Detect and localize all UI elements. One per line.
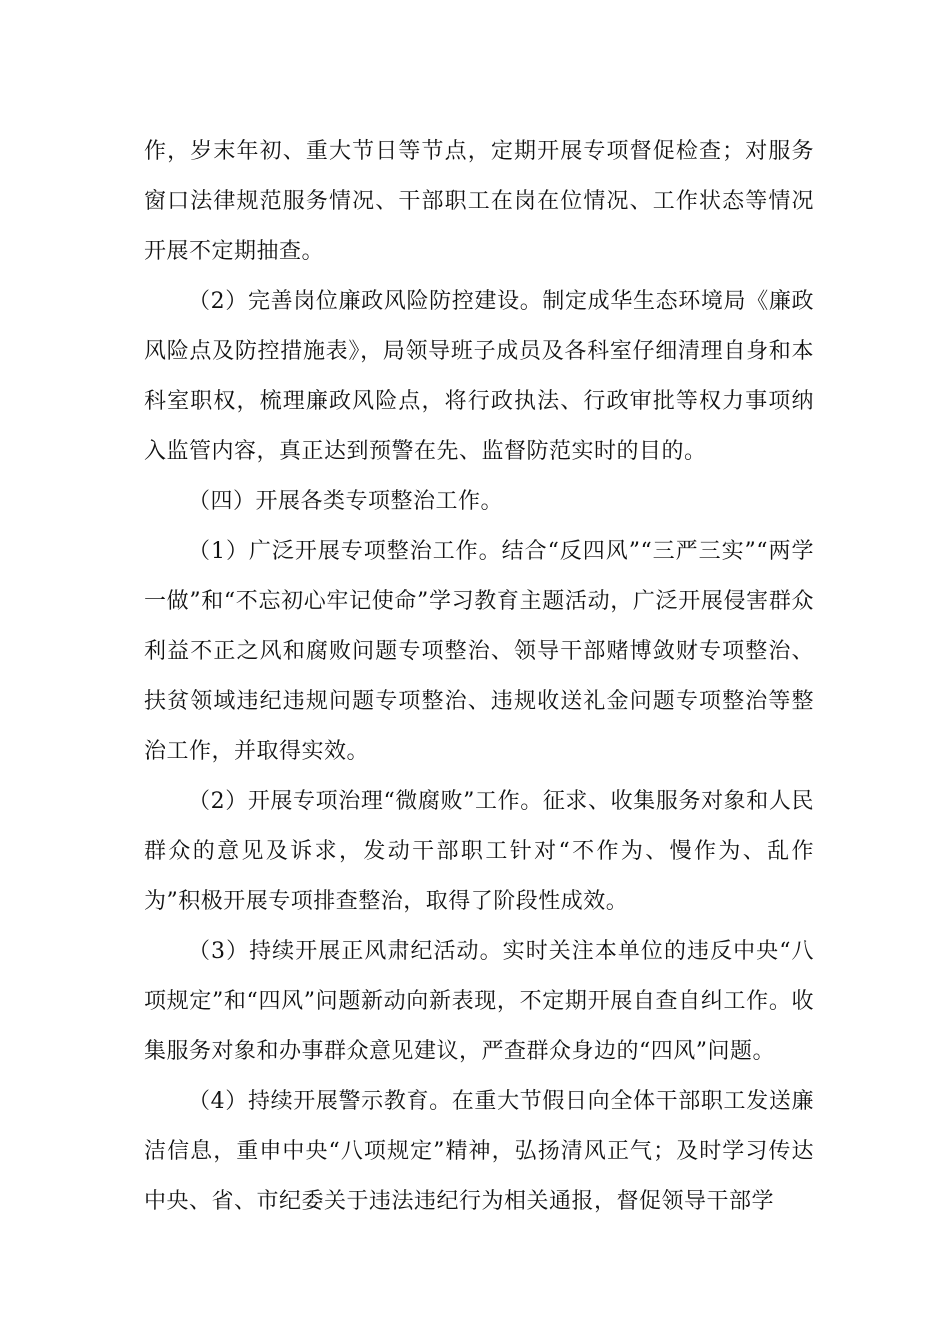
- paragraph-warning-education: （4）持续开展警示教育。在重大节假日向全体干部职工发送廉洁信息，重申中央“八项规定”精神，弘扬清风正气；及时学习传达中央、省、市纪委关于违法违纪行为相关通报，督促领导干部学: [144, 1089, 814, 1214]
- paragraph-micro-corruption: （2）开展专项治理“微腐败”工作。征求、收集服务对象和人民群众的意见及诉求，发动干部职工针对“不作为、慢作为、乱作为”积极开展专项排查整治，取得了阶段性成效。: [144, 789, 814, 914]
- document-body: [144, 127, 814, 1227]
- paragraph-discipline-campaign: （3）持续开展正风肃纪活动。实时关注本单位的违反中央“八项规定”和“四风”问题新动向新表现，不定期开展自查自纠工作。收集服务对象和办事群众意见建议，严查群众身边的“四风”问题。: [144, 939, 814, 1064]
- paragraph-special-rectification: （1）广泛开展专项整治工作。结合“反四风”“三严三实”“两学一做”和“不忘初心牢记使命”学习教育主题活动，广泛开展侵害群众利益不正之风和腐败问题专项整治、领导干部赌博敛财专项整治、扶贫领域违纪违规问题专项整治、违规收送礼金问题专项整治等整治工作，并取得实效。: [144, 539, 814, 764]
- paragraph-continued: 作，岁末年初、重大节日等节点，定期开展专项督促检查；对服务窗口法律规范服务情况、干部职工在岗在位情况、工作状态等情况开展不定期抽查。: [144, 139, 814, 264]
- section-heading-special-rectification: （四）开展各类专项整治工作。: [188, 489, 504, 514]
- paragraph-risk-control: （2）完善岗位廉政风险防控建设。制定成华生态环境局《廉政风险点及防控措施表》，局领导班子成员及各科室仔细清理自身和本科室职权，梳理廉政风险点，将行政执法、行政审批等权力事项纳入监管内容，真正达到预警在先、监督防范实时的目的。: [144, 289, 814, 464]
